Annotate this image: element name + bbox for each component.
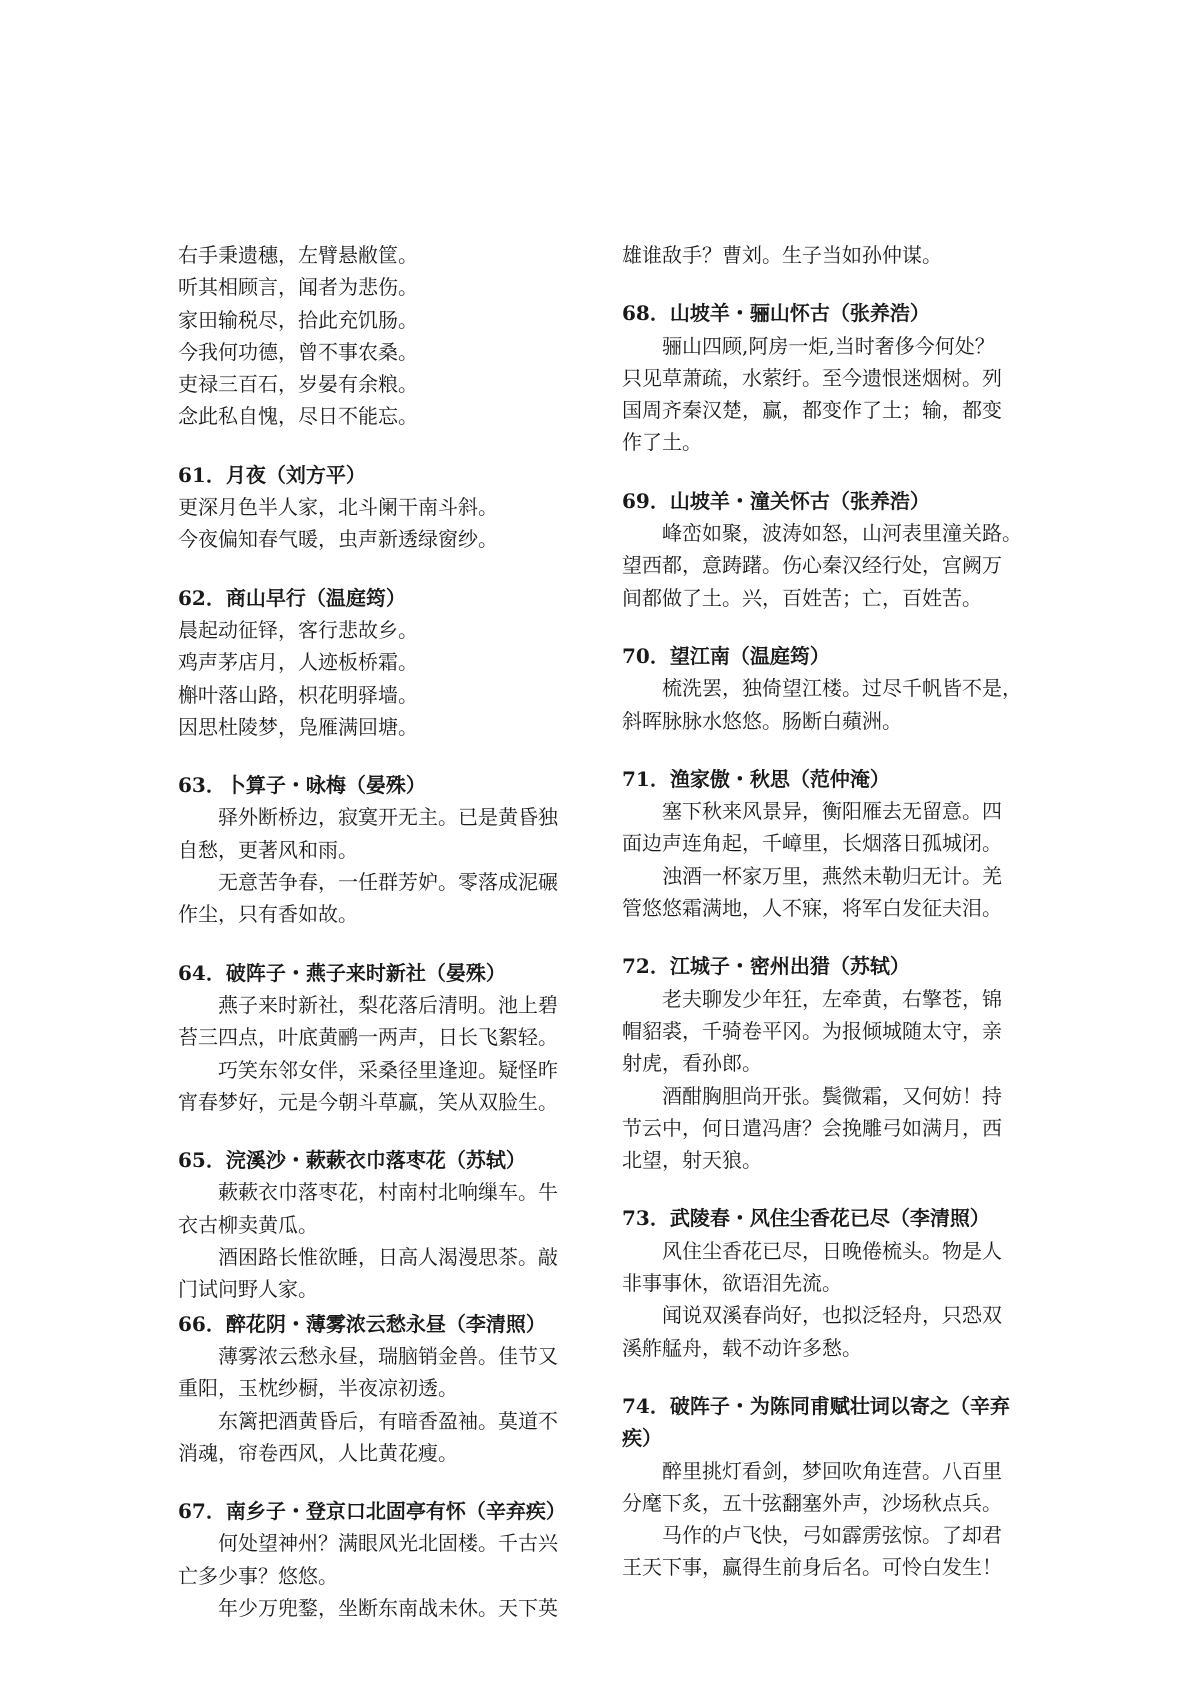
poem-title: 64．破阵子・燕子来时新社（晏殊） [178,960,506,985]
poem-line: 梳洗罢，独倚望江楼。过尽千帆皆不是， [622,676,1022,701]
poem-block [178,769,588,930]
poem-line: 念此私自愧，尽日不能忘。 [178,404,418,429]
poem-line: 斜晖脉脉水悠悠。肠断白蘋洲。 [622,708,902,733]
poem-line: 射虎，看孙郎。 [622,1051,762,1076]
poem-line: 鸡声茅店月，人迹板桥霜。 [178,650,418,675]
poem-line: 家田输税尽，拾此充饥肠。 [178,307,418,332]
poem-title: 73．武陵春・风住尘香花已尽（李清照） [622,1206,990,1231]
poem-line: 驿外断桥边，寂寞开无主。已是黄昏独 [178,805,558,830]
poem-line: 槲叶落山路，枳花明驿墙。 [178,682,418,707]
poem-line: 醉里挑灯看剑，梦回吹角连营。八百里 [622,1458,1002,1483]
poem-line: 北望，射天狼。 [622,1148,762,1173]
poem-line: 自愁，更著风和雨。 [178,837,358,862]
poem-title: 68．山坡羊・骊山怀古（张养浩） [622,301,930,326]
poem-line: 亡多少事？悠悠。 [178,1563,338,1588]
poem-title: 69．山坡羊・潼关怀古（张养浩） [622,488,930,513]
poem-line: 年少万兜鍪，坐断东南战未休。天下英 [178,1595,558,1620]
poem-line: 只见草萧疏，水萦纡。至今遗恨迷烟树。列 [622,365,1002,390]
poem-line: 消魂，帘卷西风，人比黄花瘦。 [178,1440,458,1465]
poem-block [178,459,588,556]
poem-block [622,640,1034,737]
poem-line: 间都做了土。兴，百姓苦；亡，百姓苦。 [622,585,982,610]
poem-line: 酒困路长惟欲睡，日高人渴漫思茶。敲 [178,1245,558,1270]
poem-title: 70．望江南（温庭筠） [622,643,830,668]
poem-line: 晨起动征铎，客行悲故乡。 [178,617,418,642]
poem-line: 国周齐秦汉楚，赢，都变作了土；输，都变 [622,398,1002,423]
left-column [178,213,588,1624]
poem-line: 因思杜陵梦，凫雁满回塘。 [178,714,418,739]
poem-block [622,1390,1034,1584]
poem-line: 燕子来时新社，梨花落后清明。池上碧 [178,992,558,1017]
poem-line: 塞下秋来风景异，衡阳雁去无留意。四 [622,799,1002,824]
poem-line: 巧笑东邻女伴，采桑径里逢迎。疑怪昨 [178,1057,558,1082]
poem-line: 面边声连角起，千嶂里，长烟落日孤城闭。 [622,831,1002,856]
poem-line: 东篱把酒黄昏后，有暗香盈袖。莫道不 [178,1408,558,1433]
poem-block [622,950,1034,1176]
poem-title: 65．浣溪沙・蔌蔌衣巾落枣花（苏轼） [178,1148,526,1173]
poem-line: 今我何功德，曾不事农桑。 [178,339,418,364]
poem-line: 蔌蔌衣巾落枣花，村南村北响缫车。牛 [178,1180,558,1205]
poem-block [178,957,588,1118]
poem-title: 63．卜算子・咏梅（晏殊） [178,773,426,798]
poem-line: 薄雾浓云愁永昼，瑞脑销金兽。佳节又 [178,1343,558,1368]
poem-line: 右手秉遗穗，左臂悬敝筐。 [178,243,418,267]
poem-title: 66．醉花阴・薄雾浓云愁永昼（李清照） [178,1311,546,1336]
right-column [622,213,1034,1584]
poem-title: 61．月夜（刘方平） [178,462,366,487]
poem-line: 苔三四点，叶底黄鹂一两声，日长飞絮轻。 [178,1025,558,1050]
poem-line: 浊酒一杯家万里，燕然未勒归无计。羌 [622,863,1002,888]
poem-line: 王天下事，赢得生前身后名。可怜白发生！ [622,1555,1002,1580]
poem-block [178,1495,588,1624]
poem-line: 重阳，玉枕纱橱，半夜凉初透。 [178,1376,458,1401]
poem-title: 67．南乡子・登京口北固亭有怀（辛弃疾） [178,1499,566,1524]
poem-line: 溪舴艋舟，载不动许多愁。 [622,1335,862,1360]
poem-title: 疾） [622,1426,662,1451]
poem-title: 71．渔家傲・秋思（范仲淹） [622,766,890,791]
poem-line: 雄谁敌手？曹刘。生子当如孙仲谋。 [622,243,942,267]
poem-block [622,485,1034,614]
poem-line: 骊山四顾,阿房一炬,当时奢侈今何处？ [622,333,995,358]
poem-line: 管悠悠霜满地，人不寐，将军白发征夫泪。 [622,896,1002,921]
poem-line: 何处望神州？满眼风光北固楼。千古兴 [178,1531,558,1556]
poem-line: 作了土。 [622,430,702,455]
poem-line: 门试问野人家。 [178,1277,318,1302]
poem-block [178,1308,588,1469]
poem-title: 72．江城子・密州出猎（苏轼） [622,954,910,979]
poem-line: 衣古柳卖黄瓜。 [178,1212,318,1237]
poem-block [178,582,588,743]
poem-block [178,1144,588,1305]
poem-line: 帽貂裘，千骑卷平冈。为报倾城随太守，亲 [622,1018,1002,1043]
poem-line: 风住尘香花已尽，日晚倦梳头。物是人 [622,1238,1002,1263]
poem-title: 62．商山早行（温庭筠） [178,585,406,610]
poem-line: 作尘，只有香如故。 [178,902,358,927]
poem-line: 吏禄三百石，岁晏有余粮。 [178,372,418,397]
poem-line: 节云中，何日遣冯唐？会挽雕弓如满月，西 [622,1115,1002,1140]
poem-line: 闻说双溪春尚好，也拟泛轻舟，只恐双 [622,1303,1002,1328]
poem-block [622,763,1034,924]
poem-line: 今夜偏知春气暖，虫声新透绿窗纱。 [178,527,498,552]
poem-line: 老夫聊发少年狂，左牵黄，右擎苍，锦 [622,986,1002,1011]
poem-block [622,297,1034,458]
poem-block [622,239,1034,271]
poem-line: 更深月色半人家，北斗阑干南斗斜。 [178,495,498,520]
poem-line: 峰峦如聚，波涛如怒，山河表里潼关路。 [622,521,1022,546]
poem-block [178,239,588,433]
poem-title: 74．破阵子・为陈同甫赋壮词以寄之（辛弃 [622,1393,1010,1418]
poem-line: 马作的卢飞快，弓如霹雳弦惊。了却君 [622,1523,1002,1548]
poem-line: 非事事休，欲语泪先流。 [622,1271,842,1296]
poem-line: 酒酣胸胆尚开张。鬓微霜，又何妨！持 [622,1083,1002,1108]
poem-line: 宵春梦好，元是今朝斗草赢，笑从双脸生。 [178,1089,558,1114]
poem-line: 无意苦争春，一任群芳妒。零落成泥碾 [178,870,558,895]
poem-line: 分麾下炙，五十弦翻塞外声，沙场秋点兵。 [622,1490,1002,1515]
poem-block [622,1202,1034,1363]
poem-line: 望西都，意踌躇。伤心秦汉经行处，宫阙万 [622,553,1002,578]
poem-line: 听其相顾言，闻者为悲伤。 [178,275,418,300]
